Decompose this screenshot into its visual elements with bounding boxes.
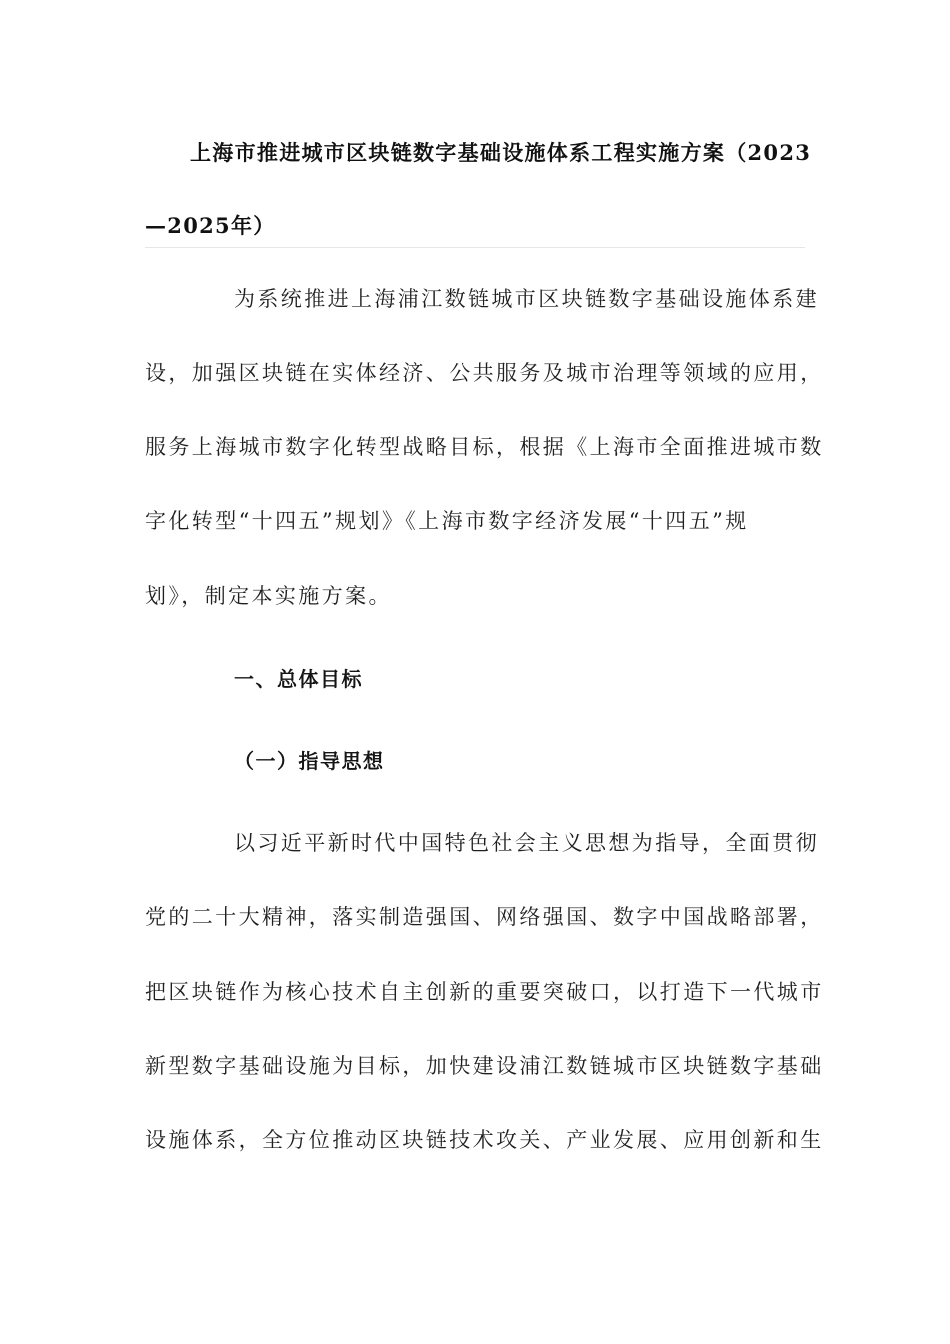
guiding-paragraph-line: 以习近平新时代中国特色社会主义思想为指导，全面贯彻 (234, 831, 819, 855)
guiding-paragraph-line: 设施体系，全方位推动区块链技术攻关、产业发展、应用创新和生 (145, 1128, 824, 1152)
title-divider (145, 247, 805, 248)
intro-paragraph-line: 服务上海城市数字化转型战略目标，根据《上海市全面推进城市数 (145, 435, 824, 459)
intro-paragraph-line: 为系统推进上海浦江数链城市区块链数字基础设施体系建 (234, 287, 819, 311)
guiding-paragraph-line: 把区块链作为核心技术自主创新的重要突破口，以打造下一代城市 (145, 980, 824, 1004)
intro-paragraph-line: 设，加强区块链在实体经济、公共服务及城市治理等领域的应用， (145, 361, 824, 385)
intro-paragraph-line: 字化转型“十四五”规划》《上海市数字经济发展“十四五”规 (145, 509, 749, 533)
document-title-line-1: 上海市推进城市区块链数字基础设施体系工程实施方案（2023 (190, 140, 812, 165)
intro-paragraph-line: 划》，制定本实施方案。 (145, 584, 392, 608)
subsection-heading: （一）指导思想 (234, 749, 385, 773)
section-heading: 一、总体目标 (234, 667, 363, 691)
guiding-paragraph-line: 新型数字基础设施为目标，加快建设浦江数链城市区块链数字基础 (145, 1054, 824, 1078)
guiding-paragraph-line: 党的二十大精神，落实制造强国、网络强国、数字中国战略部署， (145, 905, 824, 929)
document-title-line-2: —2025年） (145, 213, 276, 238)
